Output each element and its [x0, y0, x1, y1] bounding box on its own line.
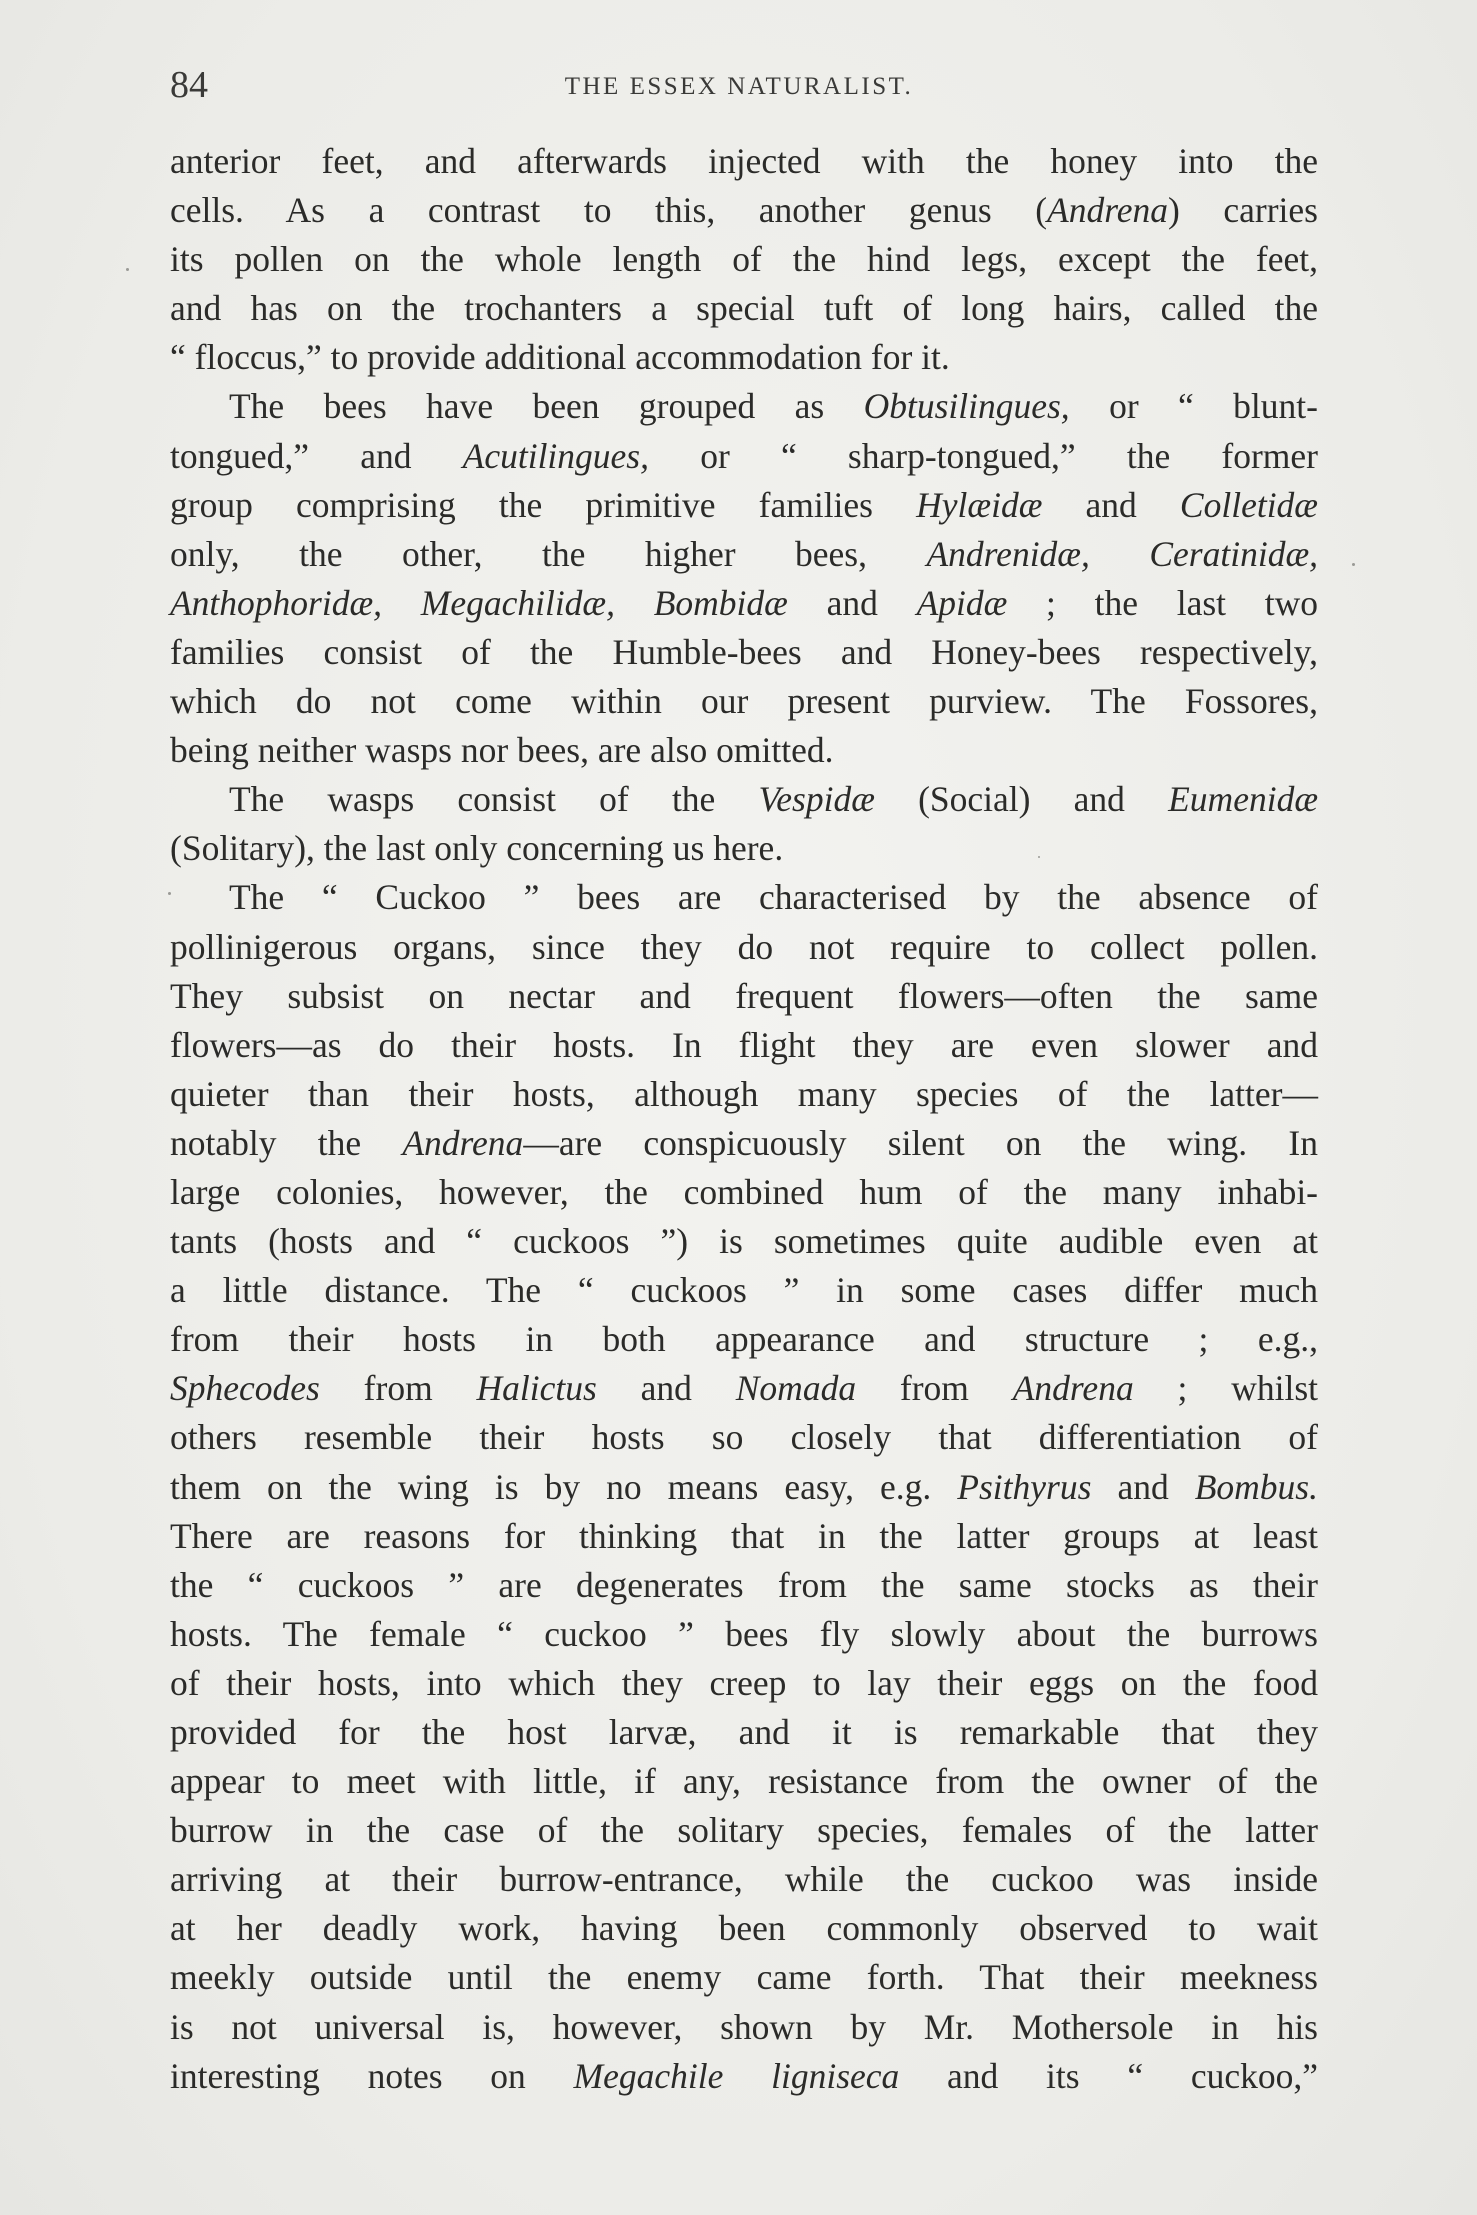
text-segment: arriving at their burrow-entrance, while the cuckoo was inside [170, 1859, 1318, 1900]
text-segment: and its “ cuckoo,” [899, 2055, 1318, 2096]
text-segment: is not universal is, however, shown by Mr. Mothersole in his [170, 2006, 1318, 2047]
text-line [170, 186, 1318, 235]
italic-text: Vespidæ [758, 779, 875, 820]
text-segment: from their hosts in both appearance and structure ; e.g., [170, 1319, 1318, 1360]
text-segment: tongued,” and [170, 435, 463, 476]
text-segment: from [319, 1368, 477, 1409]
text-segment: hosts. The female “ cuckoo ” bees fly slowly about the burrows [170, 1613, 1318, 1654]
text-segment: at her deadly work, having been commonly observed to wait [170, 1908, 1318, 1949]
text-line [170, 775, 1318, 824]
text-segment: the “ cuckoos ” are degenerates from the same stocks as their [170, 1564, 1318, 1605]
text-segment: tants (hosts and “ cuckoos ”) is sometimes quite audible even at [170, 1221, 1318, 1262]
text-line [170, 824, 1318, 873]
text-line [170, 1659, 1318, 1708]
italic-text: Andrena [1047, 190, 1168, 231]
text-line [170, 1512, 1318, 1561]
text-line [170, 1953, 1318, 2002]
page-number: 84 [170, 64, 208, 106]
text-segment: a little distance. The “ cuckoos ” in some cases differ much [170, 1270, 1318, 1311]
text-line [170, 235, 1318, 284]
text-line [170, 1413, 1318, 1462]
text-segment: The wasps consist of the [229, 779, 759, 820]
italic-text: Hylæidæ [916, 484, 1043, 525]
speck [1352, 563, 1355, 566]
text-line [170, 1364, 1318, 1413]
text-line [170, 923, 1318, 972]
text-segment: meekly outside until the enemy came forth. That their meekness [170, 1957, 1318, 1998]
text-line [170, 1168, 1318, 1217]
text-line [170, 579, 1318, 628]
text-line [170, 137, 1318, 186]
italic-text: Acutilingues, [462, 435, 649, 476]
italic-text: Nomada [735, 1368, 857, 1409]
italic-text: Psithyrus [957, 1466, 1092, 1507]
text-segment: interesting notes on [170, 2055, 574, 2096]
italic-text: Colletidæ [1179, 484, 1318, 525]
text-line [170, 333, 1318, 382]
text-segment: ; the last two [1007, 582, 1318, 623]
speck [168, 892, 171, 895]
text-segment: or “ blunt- [1069, 386, 1318, 427]
text-segment: The “ Cuckoo ” bees are characterised by the absence of [229, 877, 1318, 918]
italic-text: Halictus [476, 1368, 597, 1409]
speck [1038, 856, 1040, 858]
text-segment: provided for the host larvæ, and it is remarkable that they [170, 1712, 1318, 1752]
text-segment: ) carries [1168, 190, 1318, 231]
text-segment: flowers—as do their hosts. In flight they are even slower and [170, 1024, 1318, 1065]
text-line [170, 873, 1318, 922]
text-segment: or “ sharp-tongued,” the former [649, 435, 1318, 476]
text-segment: and [787, 582, 917, 623]
italic-text: Eumenidæ [1168, 779, 1318, 820]
text-segment: There are reasons for thinking that in the latter groups at least [170, 1515, 1318, 1556]
text-segment: ; whilst [1133, 1368, 1319, 1409]
italic-text: Megachile ligniseca [573, 2055, 900, 2096]
body-text [170, 137, 1318, 2101]
text-segment: its pollen on the whole length of the hind legs, except the feet, [170, 239, 1318, 280]
italic-text: Obtusilingues, [863, 386, 1070, 427]
text-segment: anterior feet, and afterwards injected with the honey into the [170, 141, 1318, 181]
italic-text: Sphecodes [170, 1368, 320, 1409]
speck [126, 268, 129, 271]
text-segment: The bees have been grouped as [229, 386, 864, 427]
italic-text: Anthophoridæ, Megachilidæ, Bombidæ [170, 582, 788, 623]
text-segment: (Solitary), the last only concerning us here. [170, 828, 784, 869]
text-segment: which do not come within our present purview. The Fossores, [170, 681, 1318, 722]
text-line [170, 1021, 1318, 1070]
text-line [170, 1266, 1318, 1315]
italic-text: Andrena [402, 1122, 524, 1163]
text-segment: group comprising the primitive families [170, 484, 917, 525]
text-line [170, 1070, 1318, 1119]
text-line [170, 432, 1318, 481]
text-segment: pollinigerous organs, since they do not require to collect pollen. [170, 926, 1318, 967]
text-line [170, 1904, 1318, 1953]
text-line [170, 726, 1318, 775]
text-line [170, 284, 1318, 333]
italic-text: Andrenidæ, Ceratinidæ, [926, 533, 1319, 574]
text-segment: from [856, 1368, 1013, 1409]
text-segment: —are conspicuously silent on the wing. In [523, 1122, 1318, 1163]
text-segment: and has on the trochanters a special tuft of long hairs, called the [170, 288, 1318, 329]
text-line [170, 530, 1318, 579]
text-segment: They subsist on nectar and frequent flowers—often the same [170, 975, 1318, 1016]
text-segment: only, the other, the higher bees, [170, 533, 927, 574]
text-segment: and [1042, 484, 1180, 525]
italic-text: Andrena [1012, 1368, 1134, 1409]
text-segment: and [596, 1368, 736, 1409]
text-line [170, 1217, 1318, 1266]
text-segment: burrow in the case of the solitary species, females of the latter [170, 1810, 1318, 1851]
text-line [170, 628, 1318, 677]
text-line [170, 1708, 1318, 1757]
text-line [170, 1610, 1318, 1659]
text-line [170, 677, 1318, 726]
page-header [170, 60, 1308, 110]
text-segment: of their hosts, into which they creep to lay their eggs on the food [170, 1662, 1318, 1703]
text-segment: cells. As a contrast to this, another genus ( [170, 190, 1048, 231]
text-segment: appear to meet with little, if any, resistance from the owner of the [170, 1761, 1318, 1802]
text-segment: notably the [170, 1122, 403, 1163]
text-line [170, 972, 1318, 1021]
text-segment: quieter than their hosts, although many species of the latter— [170, 1073, 1318, 1114]
text-line [170, 481, 1318, 530]
running-title: THE ESSEX NATURALIST. [564, 73, 914, 100]
text-line [170, 1561, 1318, 1610]
text-line [170, 1855, 1318, 1904]
text-line [170, 1806, 1318, 1855]
italic-text: Apidæ [916, 582, 1008, 623]
text-segment: them on the wing is by no means easy, e.g. [170, 1466, 958, 1507]
text-segment: and [1091, 1466, 1195, 1507]
italic-text: Bombus. [1194, 1466, 1318, 1507]
text-segment: others resemble their hosts so closely that differentiation of [170, 1417, 1318, 1458]
text-line [170, 2052, 1318, 2101]
text-segment: (Social) and [874, 779, 1169, 820]
text-segment: “ floccus,” to provide additional accommodation for it. [170, 337, 950, 378]
text-segment: families consist of the Humble-bees and Honey-bees respectively, [170, 631, 1318, 672]
text-line [170, 1119, 1318, 1168]
text-segment: being neither wasps nor bees, are also omitted. [170, 730, 834, 771]
text-line [170, 1757, 1318, 1806]
text-line [170, 1315, 1318, 1364]
text-line [170, 382, 1318, 431]
text-line [170, 2003, 1318, 2052]
text-line [170, 1463, 1318, 1512]
text-segment: large colonies, however, the combined hum of the many inhabi- [170, 1171, 1318, 1212]
